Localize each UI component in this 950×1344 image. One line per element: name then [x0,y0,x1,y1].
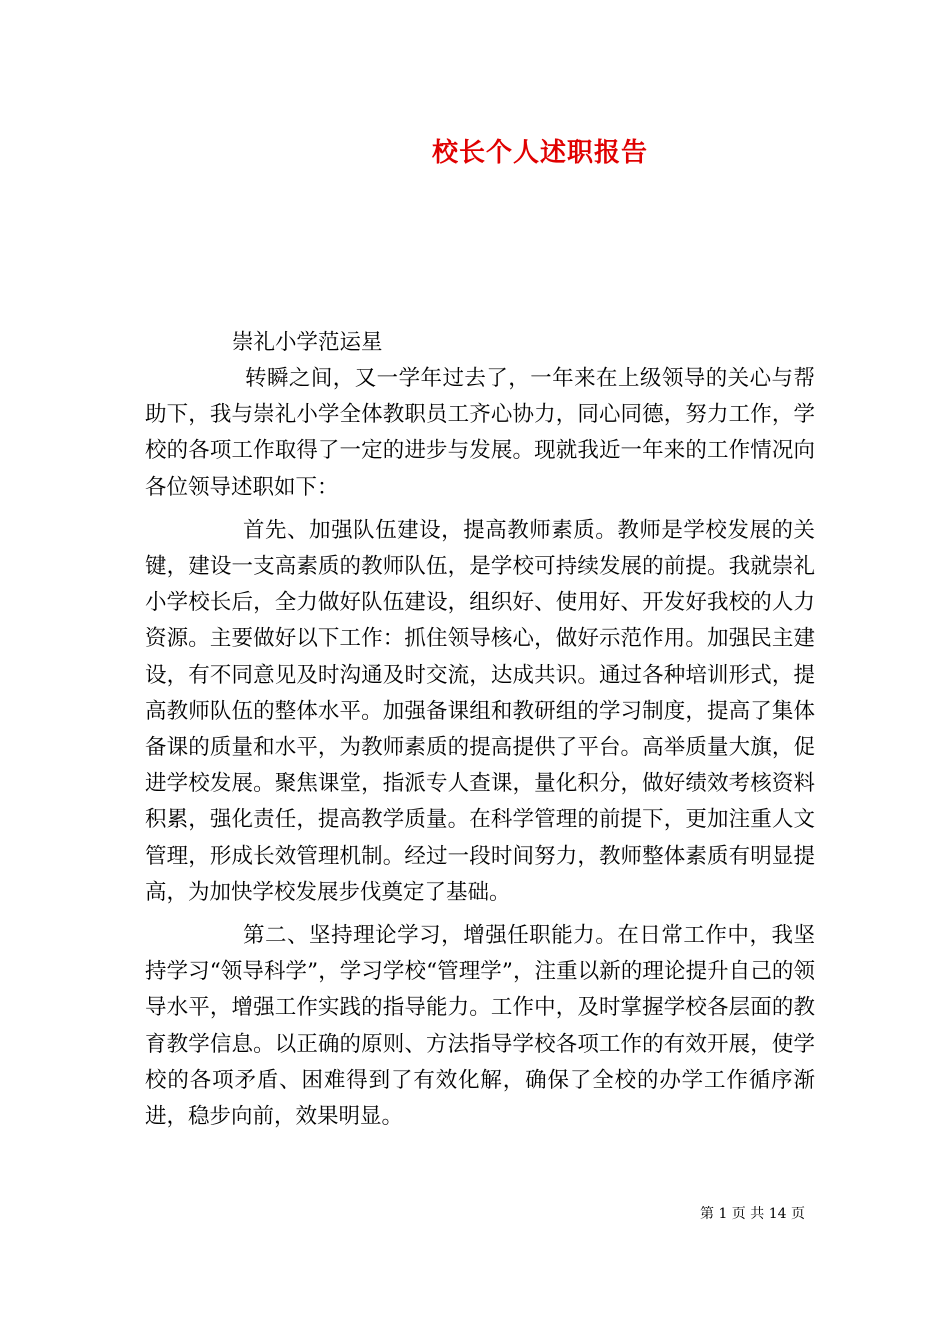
document-body [145,361,815,1135]
author-line: 崇礼小学范运星 [232,330,383,355]
paragraph-first-point: 首先、加强队伍建设，提高教师素质。教师是学校发展的关键，建设一支高素质的教师队伍，是学校可持续发展的前提。我就崇礼小学校长后，全力做好队伍建设，组织好、使用好、开发好我校的人力资源。主要做好以下工作：抓住领导核心，做好示范作用。加强民主建设，有不同意见及时沟通及时交流，达成共识。通过各种培训形式，提高教师队伍的整体水平。加强备课组和教研组的学习制度，提高了集体备课的质量和水平，为教师素质的提高提供了平台。高举质量大旗，促进学校发展。聚焦课堂，指派专人查课，量化积分，做好绩效考核资料积累，强化责任，提高教学质量。在科学管理的前提下，更加注重人文管理，形成长效管理机制。经过一段时间努力，教师整体素质有明显提高，为加快学校发展步伐奠定了基础。 [145,517,815,905]
paragraph-intro: 转瞬之间，又一学年过去了，一年来在上级领导的关心与帮助下，我与崇礼小学全体教职员工齐心协力，同心同德，努力工作，学校的各项工作取得了一定的进步与发展。现就我近一年来的工作情况向各位领导述职如下： [145,366,815,500]
page-number-footer: 第 1 页 共 14 页 [700,1206,805,1222]
document-title: 校长个人述职报告 [431,138,648,168]
paragraph-second-point: 第二、坚持理论学习，增强任职能力。在日常工作中，我坚持学习“领导科学”，学习学校“管理学”，注重以新的理论提升自己的领导水平，增强工作实践的指导能力。工作中，及时掌握学校各层面的教育教学信息。以正确的原则、方法指导学校各项工作的有效开展，使学校的各项矛盾、困难得到了有效化解，确保了全校的办学工作循序渐进，稳步向前，效果明显。 [145,923,815,1130]
